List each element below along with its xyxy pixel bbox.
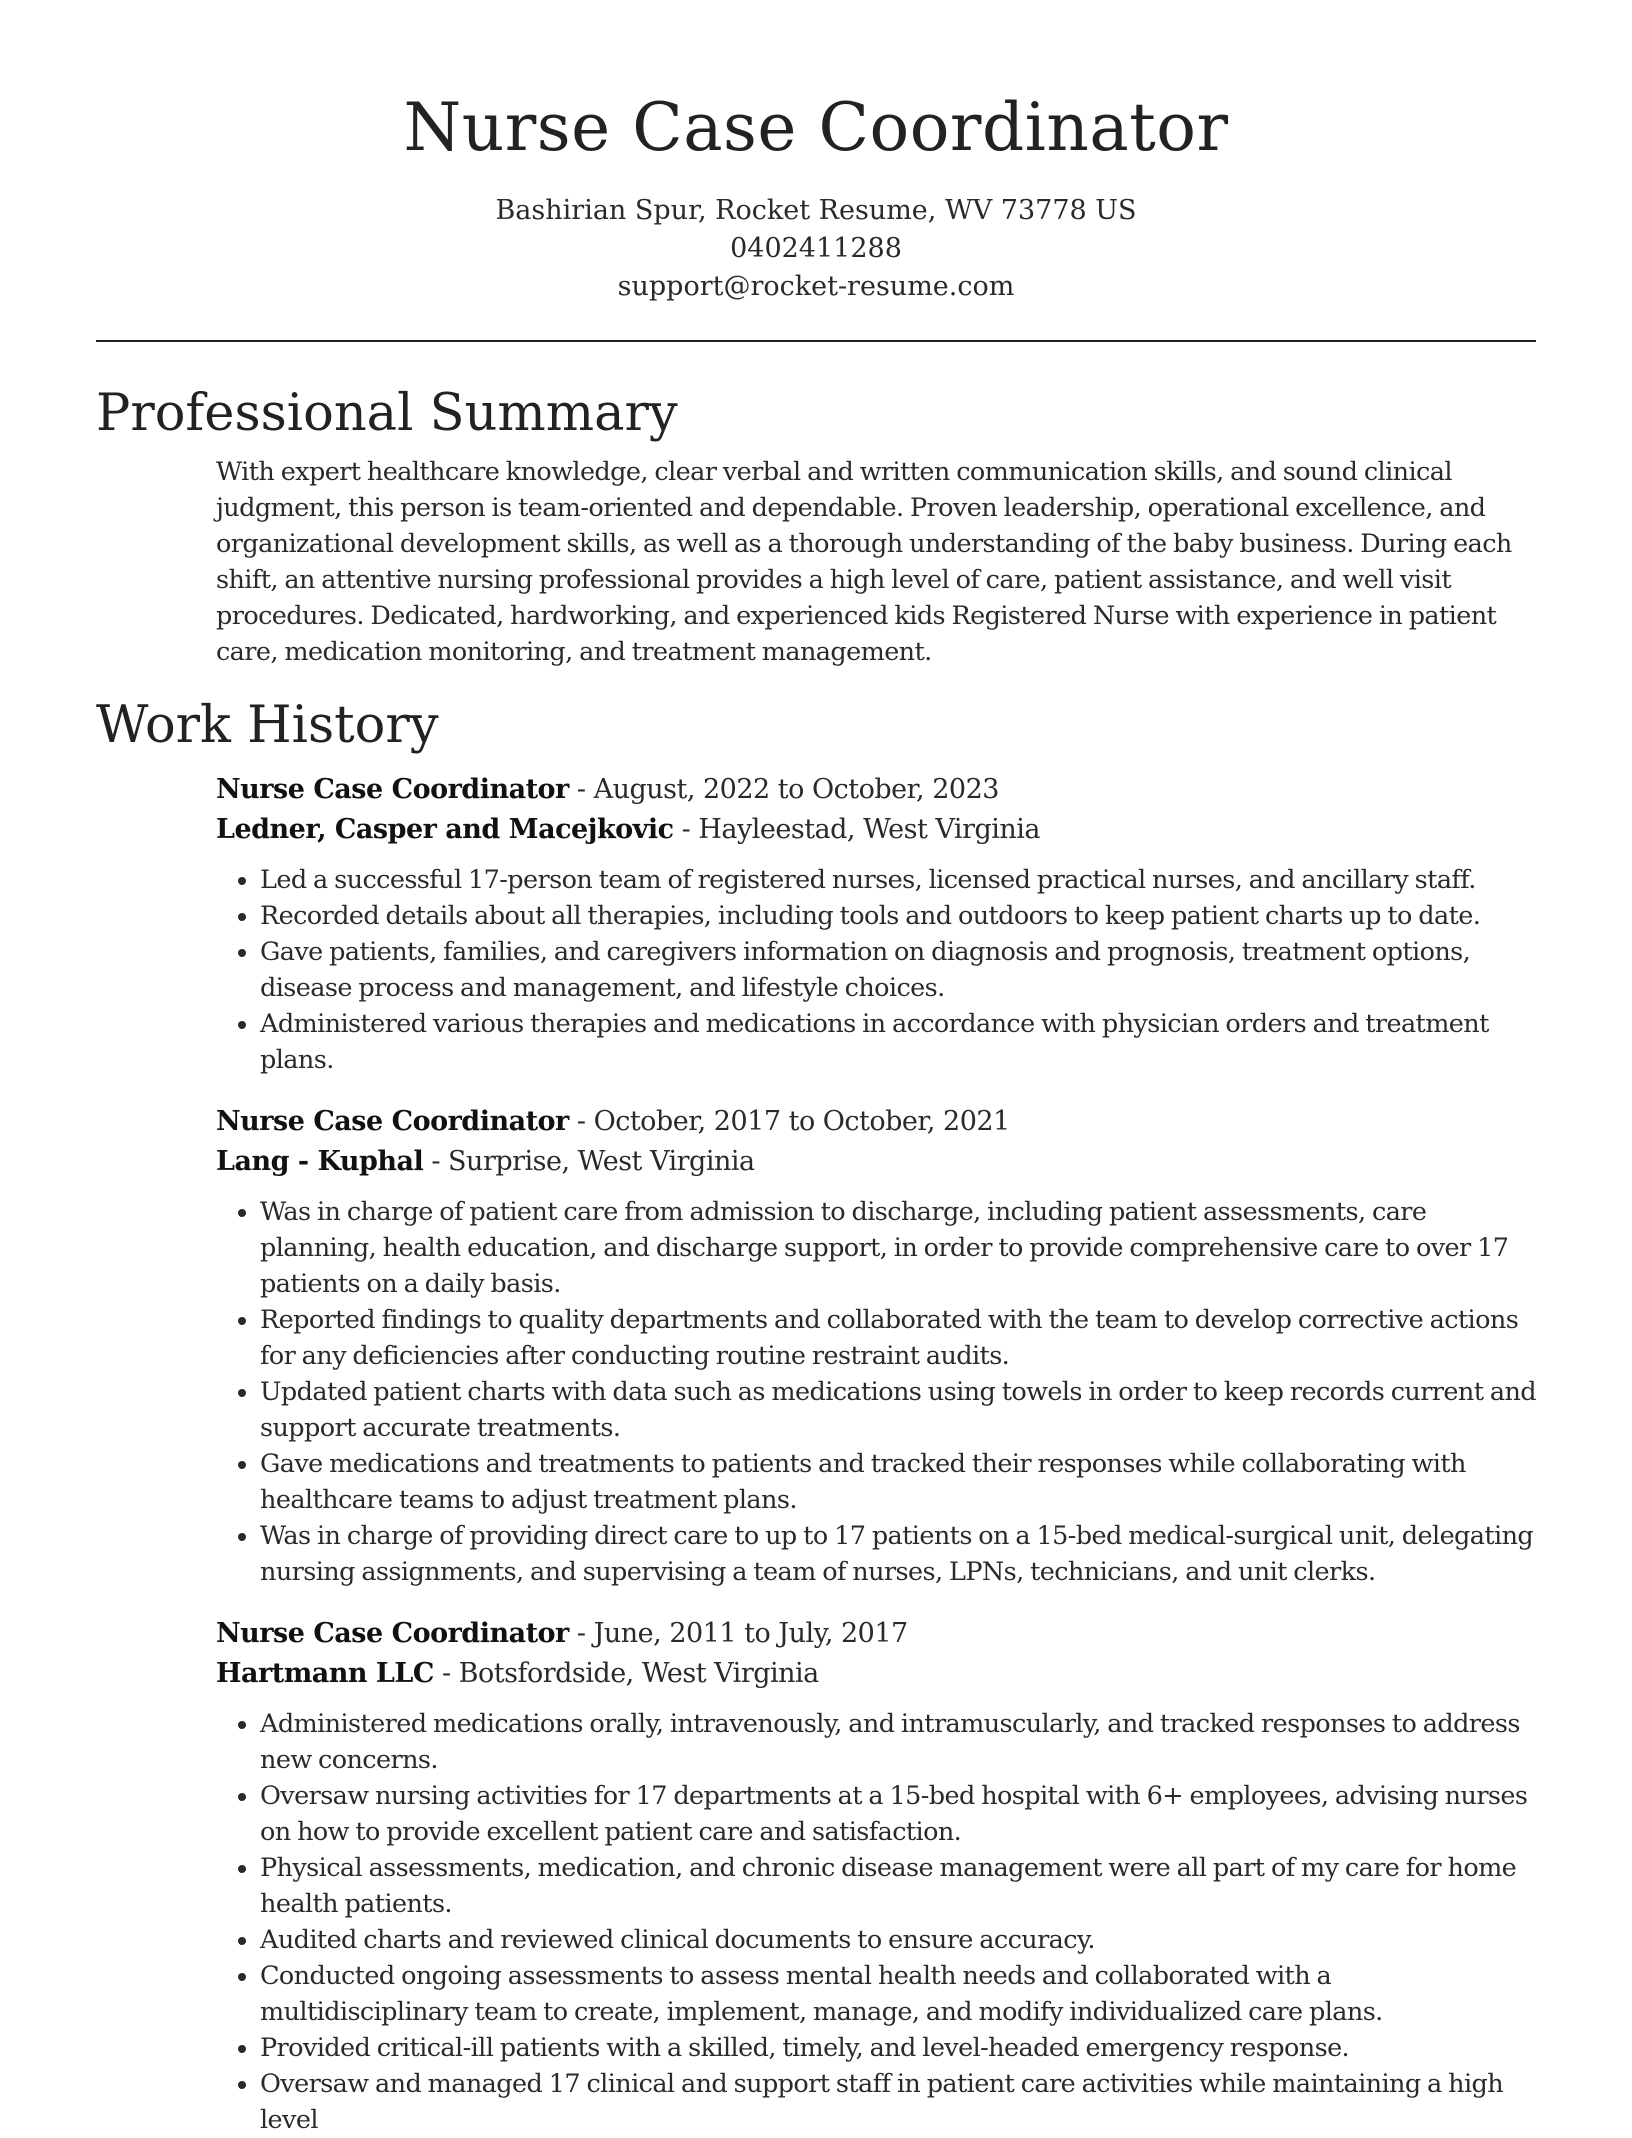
- bullet-item: • Was in charge of patient care from admission to discharge, including patient assessments, care planning, health education, and discharge support, in order to provide comprehensive care to over 17 patients on a daily basis.: [260, 1194, 1536, 1302]
- summary-text: With expert healthcare knowledge, clear verbal and written communication skills, and sound clinical judgment, this person is team-oriented and dependable. Proven leadership, operational excellence, and organizational development skills, as well as a thorough understanding of the baby business. During each shift, an attentive nursing professional provides a high level of care, patient assistance, and well visit procedures. Dedicated, hardworking, and experienced kids Registered Nurse with experience in patient care, medication monitoring, and treatment management.: [216, 457, 1512, 667]
- bullet-item: • Recorded details about all therapies, including tools and outdoors to keep patient charts up to date.: [260, 898, 1536, 934]
- job-entry: [216, 770, 1536, 1078]
- company-location: - Hayleestad, West Virginia: [673, 814, 1041, 845]
- contact-block: [96, 192, 1536, 306]
- job-bullets: [216, 1194, 1536, 1590]
- job-title: Nurse Case Coordinator: [216, 774, 569, 805]
- bullet-item: • Administered various therapies and medications in accordance with physician orders and treatment plans.: [260, 1006, 1536, 1078]
- job-entry: [216, 1614, 1536, 2138]
- professional-summary-section: [96, 384, 1536, 670]
- section-heading-summary: Professional Summary: [96, 384, 678, 443]
- header-divider: [96, 340, 1536, 342]
- job-header: [216, 1102, 1536, 1182]
- job-header: [216, 1614, 1536, 1694]
- bullet-item: • Reported findings to quality departments and collaborated with the team to develop corrective actions for any deficiencies after conducting routine restraint audits.: [260, 1302, 1536, 1374]
- bullet-item: • Provided critical-ill patients with a skilled, timely, and level-headed emergency response.: [260, 2030, 1536, 2066]
- job-title: Nurse Case Coordinator: [216, 1106, 569, 1137]
- job-title: Nurse Case Coordinator: [216, 1618, 569, 1649]
- job-company-line: [216, 1654, 1536, 1694]
- section-heading-work: Work History: [96, 696, 439, 755]
- bullet-item: • Updated patient charts with data such as medications using towels in order to keep records current and support accurate treatments.: [260, 1374, 1536, 1446]
- company-name: Hartmann LLC: [216, 1658, 434, 1689]
- bullet-item: • Gave patients, families, and caregivers information on diagnosis and prognosis, treatment options, disease process and management, and lifestyle choices.: [260, 934, 1536, 1006]
- bullet-item: • Physical assessments, medication, and chronic disease management were all part of my care for home health patients.: [260, 1850, 1536, 1922]
- company-location: - Botsfordside, West Virginia: [433, 1658, 819, 1689]
- address: Bashirian Spur, Rocket Resume, WV 73778 US: [495, 195, 1137, 226]
- bullet-item: • Led a successful 17-person team of registered nurses, licensed practical nurses, and ancillary staff.: [260, 862, 1536, 898]
- bullet-item: • Gave medications and treatments to patients and tracked their responses while collaborating with healthcare teams to adjust treatment plans.: [260, 1446, 1536, 1518]
- email: support@rocket-resume.com: [617, 271, 1015, 302]
- bullet-item: • Audited charts and reviewed clinical documents to ensure accuracy.: [260, 1922, 1536, 1958]
- bullet-item: • Administered medications orally, intravenously, and intramuscularly, and tracked responses to address new concerns.: [260, 1706, 1536, 1778]
- job-header: [216, 770, 1536, 850]
- job-company-line: [216, 1142, 1536, 1182]
- job-dates: - October, 2017 to October, 2021: [568, 1106, 1010, 1137]
- job-dates: - August, 2022 to October, 2023: [568, 774, 999, 805]
- bullet-item: • Oversaw nursing activities for 17 departments at a 15-bed hospital with 6+ employees, advising nurses on how to provide excellent patient care and satisfaction.: [260, 1778, 1536, 1850]
- job-company-line: [216, 810, 1536, 850]
- phone: 0402411288: [730, 233, 902, 264]
- job-bullets: [216, 1706, 1536, 2138]
- company-location: - Surprise, West Virginia: [423, 1146, 755, 1177]
- job-entry: [216, 1102, 1536, 1590]
- bullet-item: • Conducted ongoing assessments to assess mental health needs and collaborated with a multidisciplinary team to create, implement, manage, and modify individualized care plans.: [260, 1958, 1536, 2030]
- job-title-line: [216, 770, 1536, 810]
- job-bullets: [216, 862, 1536, 1078]
- job-title-line: [216, 1614, 1536, 1654]
- job-dates: - June, 2011 to July, 2017: [568, 1618, 908, 1649]
- company-name: Ledner, Casper and Macejkovic: [216, 814, 674, 845]
- work-history-section: [96, 696, 1536, 2138]
- bullet-item: • Oversaw and managed 17 clinical and support staff in patient care activities while maintaining a high level: [260, 2066, 1536, 2138]
- candidate-name: Nurse Case Coordinator: [403, 89, 1229, 166]
- bullet-item: • Was in charge of providing direct care to up to 17 patients on a 15-bed medical-surgical unit, delegating nursing assignments, and supervising a team of nurses, LPNs, technicians, and unit clerks.: [260, 1518, 1536, 1590]
- company-name: Lang - Kuphal: [216, 1146, 424, 1177]
- job-title-line: [216, 1102, 1536, 1142]
